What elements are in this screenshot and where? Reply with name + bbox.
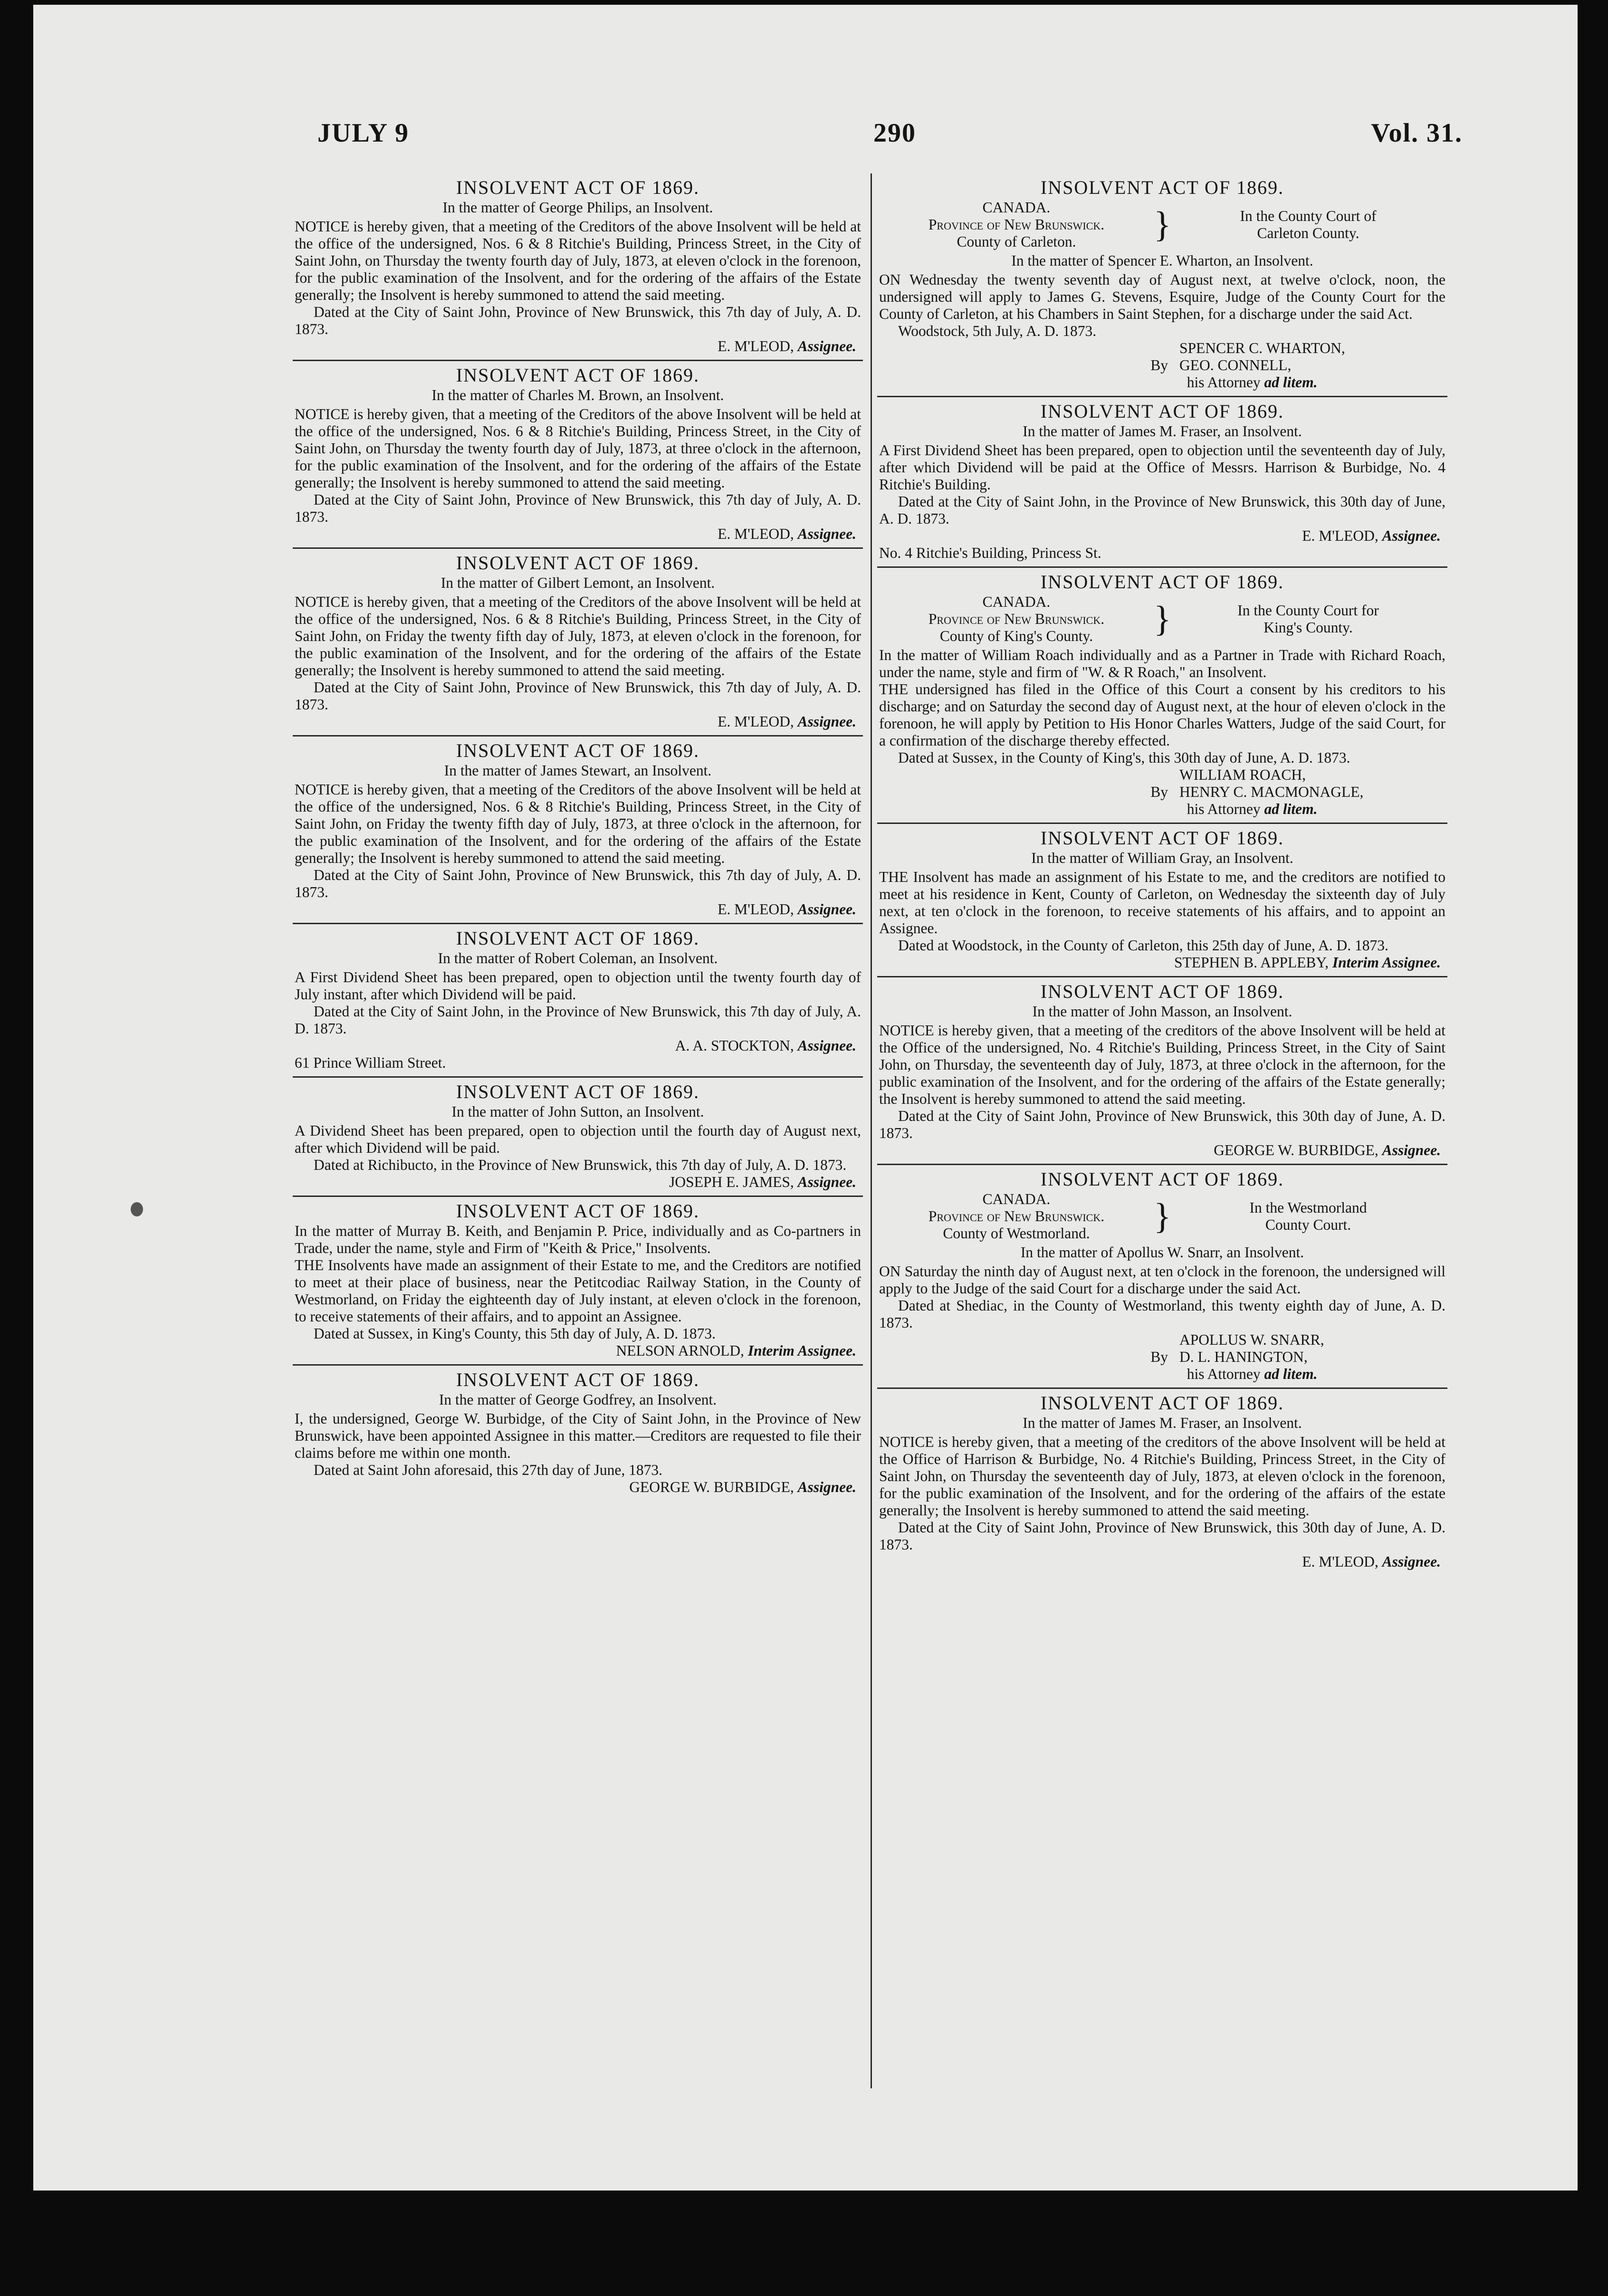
signatory-name: E. M'LEOD, — [718, 338, 794, 354]
notice-wharton — [877, 173, 1447, 396]
header-date: JULY 9 — [317, 118, 410, 148]
notice-signature — [295, 1174, 861, 1191]
signatory-name: E. M'LEOD, — [718, 713, 794, 730]
attorney-line — [879, 784, 1445, 801]
notice-dated: Dated at the City of Saint John, in the Province of New Brunswick, this 30th day of June, A. D. 1873. — [879, 493, 1445, 527]
signatory-role: Assignee. — [797, 1479, 856, 1495]
notice-address: No. 4 Ritchie's Building, Princess St. — [879, 545, 1101, 561]
notice-signature — [295, 1479, 861, 1496]
court-line: In the Westmorland — [1249, 1199, 1367, 1216]
notice-matter: In the matter of Apollus W. Snarr, an Insolvent. — [1020, 1244, 1304, 1261]
notice-dated: Woodstock, 5th July, A. D. 1873. — [898, 323, 1097, 339]
notice-lemont — [293, 547, 863, 735]
notice-fraser-meeting — [877, 1387, 1447, 1575]
notice-signature — [295, 1037, 861, 1054]
signatory-name: A. A. STOCKTON, — [675, 1037, 794, 1054]
notice-signature — [879, 1142, 1445, 1159]
attorney-role — [1179, 801, 1445, 818]
notice-body: NOTICE is hereby given, that a meeting of the creditors of the above Insolvent will be held at the Office of the undersigned, No. 4 Ritchie's Building, Princess Street, in the City of Saint John, on Thursday, the seventeenth day of July, 1873, at three o'clock in the afternoon, for the public examination of the Insolvent, and for the ordering of the affairs of the Estate generally; the Insolvent is hereby summoned to attend the said meeting. — [879, 1022, 1445, 1107]
signatory-role: Assignee. — [1382, 1142, 1441, 1158]
signatory-name: NELSON ARNOLD, — [616, 1342, 744, 1359]
attorney-line — [879, 357, 1445, 374]
jurisdiction — [879, 1191, 1154, 1242]
signatory-role: Assignee. — [797, 713, 856, 730]
notice-fraser-dividend — [877, 396, 1447, 566]
signatory-role: Assignee. — [797, 1174, 856, 1190]
province-label: Province of New Brunswick. — [928, 611, 1105, 627]
notice-matter: In the matter of Charles M. Brown, an Insolvent. — [431, 387, 724, 403]
signatory-name: E. M'LEOD, — [718, 901, 794, 918]
notice-title: INSOLVENT ACT OF 1869. — [456, 364, 700, 386]
notice-body: NOTICE is hereby given, that a meeting of the Creditors of the above Insolvent will be held at the office of the undersigned, Nos. 6 & 8 Ritchie's Building, Princess Street, in the City of Saint John, on Friday the twenty fifth day of July, 1873, at eleven o'clock in the forenoon, for the public examination of the Insolvent, and for the ordering of the affairs of the Estate generally; the Insolvent is hereby summoned to attend the said meeting. — [295, 593, 861, 679]
notice-dated: Dated at the City of Saint John, Province of New Brunswick, this 30th day of June, A. D. 1873. — [879, 1519, 1445, 1553]
signatory-role: Assignee. — [797, 338, 856, 354]
jurisdiction — [879, 199, 1154, 250]
county-label: County of Carleton. — [957, 233, 1076, 250]
notice-body: A Dividend Sheet has been prepared, open to objection until the fourth day of August next, after which Dividend will be paid. — [295, 1122, 861, 1156]
signature-line — [879, 1331, 1445, 1349]
notice-matter: In the matter of Murray B. Keith, and Benjamin P. Price, individually and as Co-partners in Trade, under the name, style and Firm of "Keith & Price," Insolvents. — [295, 1223, 861, 1256]
notice-dated: Dated at Sussex, in the County of King's, this 30th day of June, A. D. 1873. — [898, 749, 1350, 766]
page-header — [317, 118, 1463, 161]
notice-body: NOTICE is hereby given, that a meeting of the Creditors of the above Insolvent will be held at the office of the undersigned, Nos. 6 & 8 Ritchie's Building, Princess Street, in the City of Saint John, on Thursday the twenty fourth day of July, 1873, at eleven o'clock in the forenoon, for the public examination of the Insolvent, and for the ordering of the affairs of the Estate generally; the Insolvent is hereby summoned to attend the said meeting. — [295, 218, 861, 303]
notice-title: INSOLVENT ACT OF 1869. — [456, 928, 700, 949]
notice-matter: In the matter of George Godfrey, an Insolvent. — [439, 1391, 717, 1408]
notice-title: INSOLVENT ACT OF 1869. — [456, 552, 700, 574]
notice-dated: Dated at the City of Saint John, Province of New Brunswick, this 30th day of June, A. D. 1873. — [879, 1108, 1445, 1141]
notice-dated: Dated at the City of Saint John, Province of New Brunswick, this 7th day of July, A. D. 1873. — [295, 679, 861, 713]
notice-matter: In the matter of John Sutton, an Insolvent. — [451, 1103, 704, 1120]
signatory-name: WILLIAM ROACH, — [1179, 766, 1306, 783]
notice-title: INSOLVENT ACT OF 1869. — [1040, 571, 1284, 593]
notice-body: A First Dividend Sheet has been prepared, open to objection until the seventeenth day of July, after which Dividend will be paid at the Office of Messrs. Harrison & Burbidge, No. 4 Ritchie's Building. — [879, 442, 1445, 493]
signatory-role: Interim Assignee. — [747, 1342, 856, 1359]
brace-icon: } — [1154, 205, 1171, 245]
ink-blot — [131, 1202, 143, 1216]
notice-matter: In the matter of John Masson, an Insolvent. — [1032, 1003, 1292, 1020]
notice-dated: Dated at the City of Saint John, in the Province of New Brunswick, this 7th day of July, A. D. 1873. — [295, 1003, 861, 1037]
notice-signature — [295, 713, 861, 730]
court-line: Carleton County. — [1257, 225, 1359, 241]
notice-matter: In the matter of William Roach individually and as a Partner in Trade with Richard Roach, under the name, style and firm of "W. & R Roach," an Insolvent. — [879, 647, 1445, 680]
signatory-name: JOSEPH E. JAMES, — [669, 1174, 794, 1190]
notice-body: NOTICE is hereby given, that a meeting of the Creditors of the above Insolvent will be held at the office of the undersigned, Nos. 6 & 8 Ritchie's Building, Princess Street, in the City of Saint John, on Thursday the twenty fourth day of July, 1873, at three o'clock in the afternoon, for the public examination of the Insolvent, and for the ordering of the affairs of the Estate generally; the Insolvent is hereby summoned to attend the said meeting. — [295, 406, 861, 491]
notice-dated: Dated at the City of Saint John, Province of New Brunswick, this 7th day of July, A. D. 1873. — [295, 867, 861, 900]
notice-matter: In the matter of James M. Fraser, an Insolvent. — [1023, 1415, 1302, 1431]
court-label — [1171, 1199, 1445, 1234]
county-label: County of Westmorland. — [943, 1225, 1090, 1242]
gazette-page — [33, 5, 1578, 2191]
notice-body: ON Saturday the ninth day of August next, at ten o'clock in the forenoon, the undersigned will apply to the Judge of the said Court for a discharge under the said Act. — [879, 1263, 1445, 1297]
signatory-role: Assignee. — [797, 901, 856, 918]
court-label — [1171, 602, 1445, 636]
signatory-name: SPENCER C. WHARTON, — [1179, 340, 1345, 356]
signatory-name: E. M'LEOD, — [718, 526, 794, 542]
county-label: County of King's County. — [939, 628, 1093, 644]
notice-coleman — [293, 923, 863, 1076]
signatory-role: Assignee. — [1382, 527, 1441, 544]
notice-body: ON Wednesday the twenty seventh day of August next, at twelve o'clock, noon, the undersigned will apply to James G. Stevens, Esquire, Judge of the County Court for the County of Carleton, at his Chambers in Saint Stephen, for a discharge under the said Act. — [879, 271, 1445, 322]
province-label: Province of New Brunswick. — [928, 1208, 1105, 1225]
attorney-role-latin: ad litem. — [1264, 374, 1318, 391]
notice-body: I, the undersigned, George W. Burbidge, of the City of Saint John, in the Province of New Brunswick, have been appointed Assignee in this matter.—Creditors are requested to file their claims before me within one month. — [295, 1410, 861, 1461]
notice-brown — [293, 360, 863, 547]
notice-stewart — [293, 735, 863, 923]
notice-matter: In the matter of James Stewart, an Insolvent. — [444, 762, 712, 779]
notice-matter: In the matter of Gilbert Lemont, an Insolvent. — [440, 574, 715, 591]
signatory-name: GEORGE W. BURBIDGE, — [1214, 1142, 1378, 1158]
country-label: CANADA. — [982, 593, 1051, 610]
page-number: 290 — [873, 118, 916, 148]
notice-body: NOTICE is hereby given, that a meeting of the Creditors of the above Insolvent will be held at the office of the undersigned, Nos. 6 & 8 Ritchie's Building, Princess Street, in the City of Saint John, on Friday the twenty fifth day of July, 1873, at three o'clock in the afternoon, for the public examination of the Insolvent, and for the ordering of the affairs of the Estate generally; the Insolvent is hereby summoned to attend the said meeting. — [295, 781, 861, 866]
notice-body: THE Insolvent has made an assignment of his Estate to me, and the creditors are notified to meet at his residence in Kent, County of Carleton, on Wednesday the sixteenth day of July next, at ten o'clock in the forenoon, to receive statements of his affairs, and to appoint an Assignee. — [879, 869, 1445, 937]
attorney-role-prefix: his Attorney — [1187, 374, 1261, 391]
court-line: County Court. — [1265, 1216, 1351, 1233]
province-label: Province of New Brunswick. — [928, 216, 1105, 233]
notice-dated: Dated at Richibucto, in the Province of New Brunswick, this 7th day of July, A. D. 1873. — [314, 1157, 847, 1173]
notice-title: INSOLVENT ACT OF 1869. — [1040, 981, 1284, 1002]
country-label: CANADA. — [982, 199, 1051, 216]
notice-roach — [877, 566, 1447, 823]
notice-matter: In the matter of Robert Coleman, an Insolvent. — [438, 950, 718, 966]
notice-sutton — [293, 1076, 863, 1196]
notice-matter: In the matter of James M. Fraser, an Insolvent. — [1023, 423, 1302, 440]
court-line: King's County. — [1263, 619, 1353, 636]
notice-signature — [295, 901, 861, 918]
notice-signature — [879, 954, 1445, 971]
signatory-role: Assignee. — [797, 526, 856, 542]
notice-dated: Dated at Sussex, in King's County, this 5th day of July, A. D. 1873. — [314, 1325, 716, 1342]
attorney-role — [1179, 1366, 1445, 1383]
attorney-name: HENRY C. MACMONAGLE, — [1179, 784, 1364, 800]
notice-signature — [295, 338, 861, 355]
notice-signature — [295, 526, 861, 543]
brace-icon: } — [1154, 599, 1171, 639]
notice-body: THE undersigned has filed in the Office of this Court a consent by his creditors to his discharge; and on Saturday the second day of August next, at the hour of eleven o'clock in the forenoon, he will apply by Petition to His Honor Charles Watters, Judge of the said Court, for a confirmation of the discharge thereby effected. — [879, 681, 1445, 749]
by-label: By — [1150, 784, 1168, 800]
court-caption — [879, 1191, 1445, 1242]
notice-gray — [877, 823, 1447, 976]
court-line: In the County Court for — [1237, 602, 1379, 619]
attorney-role-line — [879, 374, 1445, 391]
attorney-role-latin: ad litem. — [1264, 1366, 1318, 1382]
notice-dated: Dated at Woodstock, in the County of Carleton, this 25th day of June, A. D. 1873. — [898, 937, 1388, 954]
notice-keith-price — [293, 1196, 863, 1364]
notice-snarr — [877, 1164, 1447, 1387]
notice-dated: Dated at the City of Saint John, Province of New Brunswick, this 7th day of July, A. D. 1873. — [295, 491, 861, 525]
attorney-role-line — [879, 801, 1445, 818]
attorney-role — [1179, 374, 1445, 391]
court-caption — [879, 199, 1445, 250]
signatory-role: Assignee. — [797, 1037, 856, 1054]
notice-title: INSOLVENT ACT OF 1869. — [1040, 1392, 1284, 1414]
jurisdiction — [879, 593, 1154, 645]
court-caption — [879, 593, 1445, 645]
country-label: CANADA. — [982, 1191, 1051, 1207]
attorney-name: GEO. CONNELL, — [1179, 357, 1292, 373]
attorney-role-prefix: his Attorney — [1187, 1366, 1261, 1382]
notice-title: INSOLVENT ACT OF 1869. — [456, 1200, 700, 1222]
attorney-name: D. L. HANINGTON, — [1179, 1349, 1308, 1365]
notice-philips — [293, 173, 863, 360]
notice-title: INSOLVENT ACT OF 1869. — [1040, 827, 1284, 849]
notice-signature — [879, 527, 1445, 545]
signatory-role: Assignee. — [1382, 1553, 1441, 1570]
by-label: By — [1150, 357, 1168, 373]
notice-body: THE Insolvents have made an assignment of their Estate to me, and the Creditors are notified to meet at their place of business, near the Petitcodiac Railway Station, in the County of Westmorland, on Friday the eighteenth day of July instant, at eleven o'clock in the forenoon, to receive statements of their affairs, and to appoint an Assignee. — [295, 1257, 861, 1325]
notice-title: INSOLVENT ACT OF 1869. — [1040, 401, 1284, 422]
volume-number: Vol. 31. — [1371, 118, 1463, 148]
notice-title: INSOLVENT ACT OF 1869. — [1040, 1168, 1284, 1190]
notice-title: INSOLVENT ACT OF 1869. — [456, 177, 700, 198]
court-label — [1171, 208, 1445, 242]
notice-dated: Dated at Saint John aforesaid, this 27th day of June, 1873. — [314, 1462, 662, 1478]
notice-body: A First Dividend Sheet has been prepared, open to objection until the twenty fourth day of July instant, after which Dividend will be paid. — [295, 969, 861, 1003]
court-line: In the County Court of — [1240, 208, 1377, 224]
notice-masson — [877, 976, 1447, 1164]
brace-icon: } — [1154, 1196, 1171, 1236]
notice-matter: In the matter of George Philips, an Insolvent. — [442, 199, 713, 216]
attorney-line — [879, 1349, 1445, 1366]
notice-address: 61 Prince William Street. — [295, 1054, 446, 1071]
notice-godfrey — [293, 1364, 863, 1501]
right-column — [877, 173, 1447, 2088]
signatory-name: GEORGE W. BURBIDGE, — [629, 1479, 794, 1495]
by-label: By — [1150, 1349, 1168, 1365]
notice-title: INSOLVENT ACT OF 1869. — [1040, 177, 1284, 198]
notice-title: INSOLVENT ACT OF 1869. — [456, 740, 700, 761]
signature-line — [879, 766, 1445, 784]
notice-body: NOTICE is hereby given, that a meeting of the creditors of the above Insolvent will be held at the Office of Harrison & Burbidge, No. 4 Ritchie's Building, Princess Street, in the City of Saint John, on Thursday the seventeenth day of July, 1873, at eleven o'clock in the forenoon, for the public examination of the Insolvent, and for the ordering of the affairs of the estate generally; the Insolvent is hereby summoned to attend the said meeting. — [879, 1434, 1445, 1519]
attorney-role-latin: ad litem. — [1264, 801, 1318, 817]
signatory-name: E. M'LEOD, — [1302, 1553, 1378, 1570]
column-divider — [871, 173, 872, 2088]
left-column — [293, 173, 863, 2088]
signatory-name: E. M'LEOD, — [1302, 527, 1378, 544]
notice-matter: In the matter of Spencer E. Wharton, an Insolvent. — [1011, 252, 1313, 269]
signature-line — [879, 340, 1445, 357]
notice-title: INSOLVENT ACT OF 1869. — [456, 1369, 700, 1390]
attorney-role-line — [879, 1366, 1445, 1383]
signatory-role: Interim Assignee. — [1332, 954, 1441, 971]
notice-matter: In the matter of William Gray, an Insolvent. — [1031, 850, 1293, 866]
notice-dated: Dated at Shediac, in the County of Westmorland, this twenty eighth day of June, A. D. 1873. — [879, 1297, 1445, 1331]
signatory-name: STEPHEN B. APPLEBY, — [1174, 954, 1329, 971]
signatory-name: APOLLUS W. SNARR, — [1179, 1331, 1324, 1348]
notice-title: INSOLVENT ACT OF 1869. — [456, 1081, 700, 1102]
notice-dated: Dated at the City of Saint John, Province of New Brunswick, this 7th day of July, A. D. 1873. — [295, 304, 861, 337]
notice-signature — [879, 1553, 1445, 1570]
notice-signature — [295, 1342, 861, 1359]
attorney-role-prefix: his Attorney — [1187, 801, 1261, 817]
